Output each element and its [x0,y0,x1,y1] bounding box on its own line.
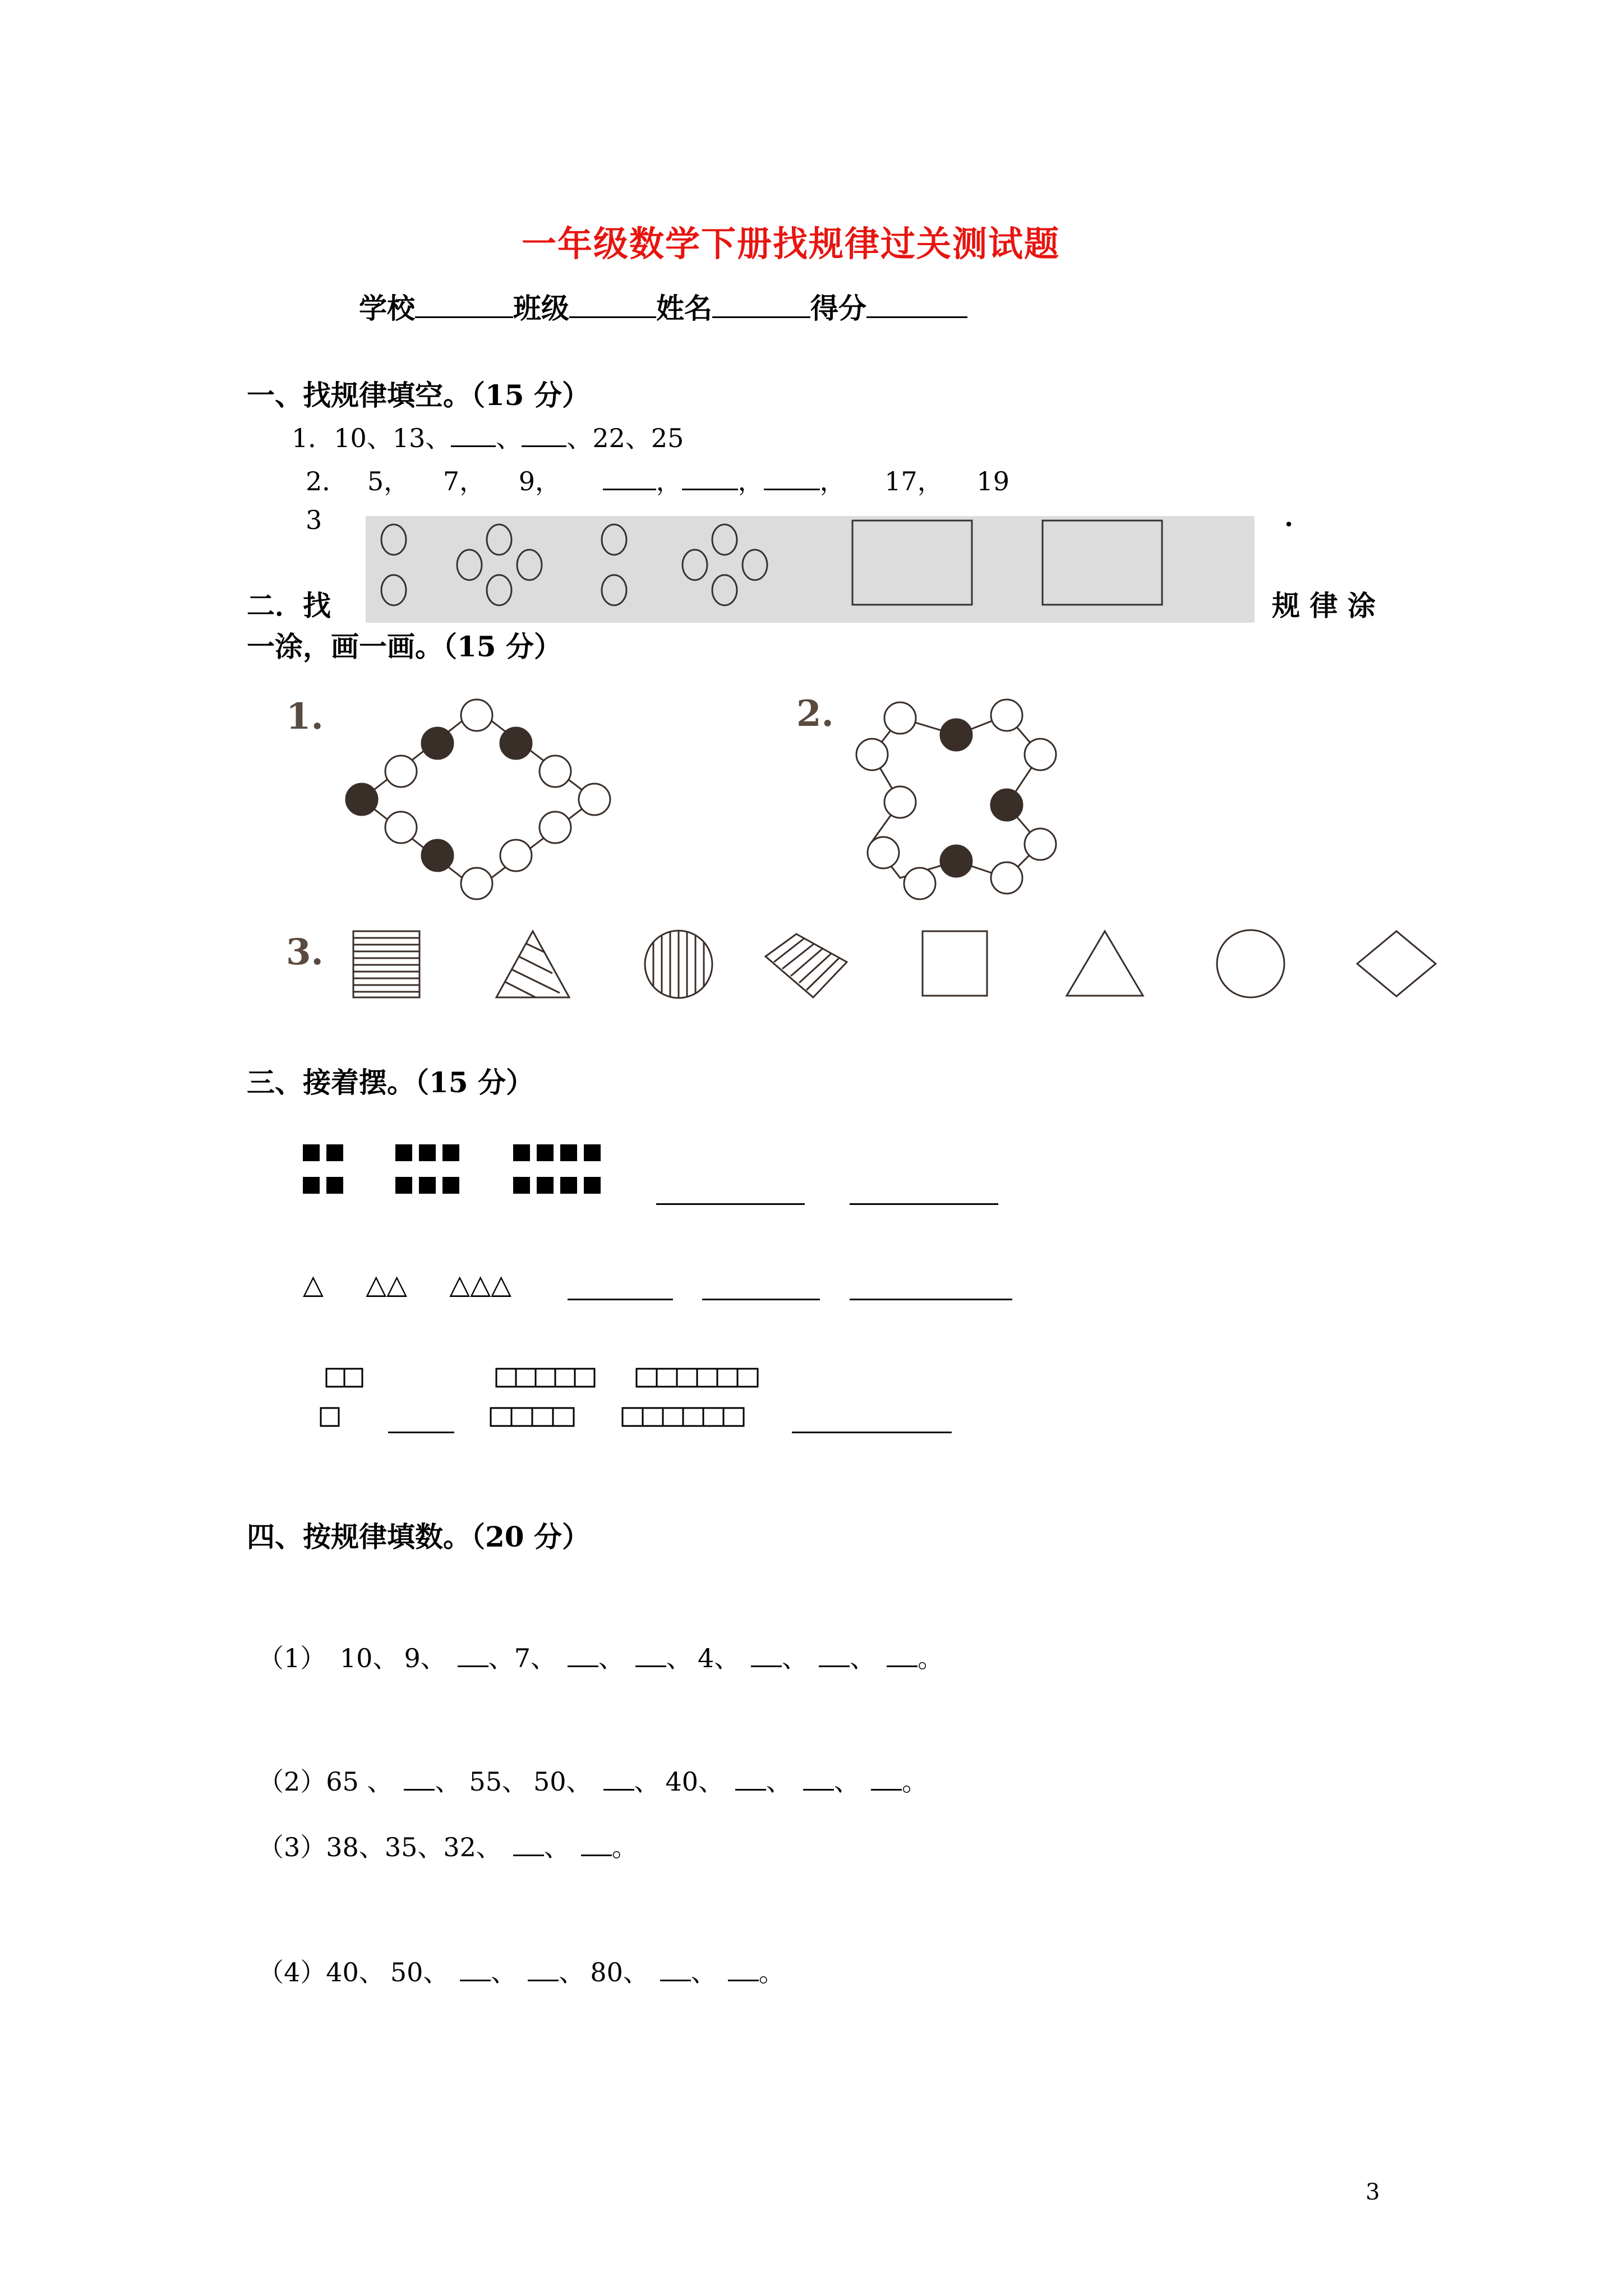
triangle-group-3: △△△ [449,1269,512,1300]
hollow-square [491,1408,511,1426]
q2-comma-2: ， [737,466,764,496]
empty-bead [884,786,916,818]
answer-box-2 [1043,521,1162,605]
black-square [560,1144,577,1161]
q4-part: 40、 [326,1957,385,1987]
q2-part: 55、 [469,1766,528,1797]
q4-blank[interactable] [460,1954,491,1981]
page-title: 一年级数学下册找规律过关测试题 [522,223,1061,264]
q2-number: 2． [306,466,348,496]
hollow-square [623,1408,643,1426]
q3-part: 。 [611,1832,638,1862]
triangle-group-1: △ [303,1269,324,1300]
fig3-label: 3. [286,931,324,973]
q2-comma-1: ， [656,466,682,496]
name-blank[interactable] [712,288,810,318]
empty-bead [385,812,417,843]
black-square [560,1177,577,1194]
q2-part: 、 [766,1766,792,1797]
q3-blank[interactable] [581,1829,612,1856]
q1-blank[interactable] [458,1640,488,1667]
black-square [513,1144,530,1161]
q2-comma-3: ， [819,466,846,496]
diamond-stripes [774,938,839,990]
striped-diamond [766,934,847,997]
q2-blank-2[interactable] [682,463,738,490]
q1-blank[interactable] [751,1640,782,1667]
triangles-answer-blank-3[interactable] [850,1299,1012,1300]
filled-bead [422,728,453,759]
q1-label: （1） [258,1643,326,1673]
plain-triangle [1067,931,1143,996]
s4-q3 [258,1827,638,1864]
q1-part: 。 [917,1643,944,1673]
q4-label: （4） [258,1957,326,1987]
q4-blank[interactable] [660,1954,691,1981]
q1-part: 10、 [339,1643,399,1673]
black-square [513,1177,530,1194]
q1-seq-end: 、22、25 [566,423,684,453]
hollow-squares-figure [320,1369,768,1436]
school-blank[interactable] [415,288,513,318]
section2-heading-line2: 一涂，画一画。（15 分） [247,630,562,663]
plain-square [923,931,987,996]
q1-blank[interactable] [887,1640,917,1667]
q2-part: 40、 [665,1766,725,1797]
triangles-answer-blank-1[interactable] [568,1299,673,1300]
triangles-row [303,1269,511,1300]
black-square [395,1144,412,1161]
q1-part: 、 [850,1643,876,1673]
hollow-square [677,1369,697,1387]
q2-part: 。 [902,1766,928,1797]
circle-shape [602,575,626,605]
black-square [303,1177,320,1194]
black-square [584,1144,601,1161]
hollow-square [344,1369,362,1387]
q1-blank-2[interactable] [522,420,566,447]
q3-dot: . [1284,502,1294,532]
hollow-square [516,1369,536,1387]
empty-bead [904,868,935,899]
q1-seq-start: 10、13、 [334,423,451,453]
page-number: 3 [1366,2179,1380,2205]
empty-bead [461,868,492,899]
q4-part: 。 [758,1957,785,1987]
s1-q2 [306,461,1009,498]
black-squares-figure [303,1144,639,1206]
hollow-square [532,1408,553,1426]
circle-shape [487,575,511,605]
hollow-answer-blank-2[interactable] [792,1432,952,1433]
q2-part: 、 [634,1766,660,1797]
q1-blank[interactable] [568,1640,598,1667]
q4-part: 50、 [390,1957,449,1987]
hollow-square [643,1408,663,1426]
q4-part: 、 [690,1957,717,1987]
q1-part: 、7、 [488,1643,557,1673]
q2-blank[interactable] [404,1763,435,1791]
section1-heading: 一、找规律填空。（15 分） [247,379,590,412]
answer-box-1 [852,521,972,605]
empty-bead [1025,739,1056,770]
q2-blank-1[interactable] [603,463,656,490]
empty-bead [461,700,492,731]
black-square [419,1144,436,1161]
empty-bead [385,756,417,787]
hollow-square [536,1369,555,1387]
q2-val-2: 7， [442,466,486,496]
fig1-label: 1. [286,696,324,738]
triangle-group-2: △△ [366,1269,408,1300]
q2-blank[interactable] [871,1763,902,1791]
q3-part: 38、35、32、 [326,1832,502,1862]
hollow-square [737,1369,758,1387]
q2-part: 、 [435,1766,461,1797]
q2-val-3: 9， [518,466,561,496]
circle-shape [457,550,482,580]
q1-blank[interactable] [635,1640,666,1667]
q3-blank[interactable] [513,1829,544,1856]
hollow-square [637,1369,657,1387]
q3-label: （3） [258,1832,326,1862]
q2-val-1: 5， [367,466,410,496]
empty-bead [884,702,916,734]
circle-stripes [653,931,704,997]
black-square [584,1177,601,1194]
q2-label: （2） [258,1766,326,1797]
q1-part: 、 [666,1643,693,1673]
empty-bead [540,756,571,787]
black-square [303,1144,320,1161]
black-square [442,1177,459,1194]
squares-answer-blank-1[interactable] [656,1203,805,1205]
hollow-square [697,1369,717,1387]
hollow-square [511,1408,532,1426]
s4-q1 [258,1638,943,1675]
circle-shape [381,575,406,605]
score-blank[interactable] [866,288,967,318]
black-square [442,1144,459,1161]
bead-diamond-figure [336,690,628,914]
circle-shape [517,550,542,580]
info-line [359,286,967,326]
black-square [395,1177,412,1194]
name-label: 姓名 [656,292,712,325]
section3-heading: 三、接着摆。（15 分） [247,1066,534,1099]
plain-diamond [1357,931,1436,996]
q2-blank[interactable] [803,1763,834,1791]
black-square [326,1177,343,1194]
school-label: 学校 [359,292,415,325]
class-label: 班级 [513,292,569,325]
triangles-answer-blank-2[interactable] [702,1299,820,1300]
circle-shape [683,550,707,580]
q1-part: 、 [782,1643,808,1673]
circle-shape [487,524,511,555]
q2-part: 、 [834,1766,860,1797]
q4-part: 、 [559,1957,585,1987]
plain-circle [1217,930,1284,997]
hollow-answer-blank-1[interactable] [388,1432,454,1433]
empty-bead [991,700,1022,731]
q1-part: 、 [598,1643,625,1673]
section4-heading: 四、按规律填数。（20 分） [247,1520,590,1553]
q2-blank[interactable] [735,1763,766,1791]
hollow-square [663,1408,683,1426]
hollow-square [496,1369,516,1387]
q2-end-2: 19 [976,466,1009,496]
fig2-label: 2. [796,693,834,735]
filled-bead [991,789,1022,821]
empty-bead [856,739,888,770]
s1-q1 [292,418,684,455]
circle-shape [602,524,626,555]
score-label: 得分 [810,292,866,325]
s4-q2 [258,1761,928,1798]
q1-part: 9、 [404,1643,446,1673]
hollow-square [657,1369,677,1387]
black-square [326,1144,343,1161]
hollow-square [553,1408,574,1426]
q4-blank[interactable] [528,1954,559,1981]
circle-shape [381,524,406,555]
black-square [419,1177,436,1194]
q1-sep: 、 [496,423,522,453]
filled-bead [346,784,377,815]
empty-bead [991,862,1022,894]
shapes-row-figure [348,926,1469,1010]
q2-end-1: 17， [884,466,943,496]
hollow-square [321,1408,339,1426]
q1-part: 4、 [698,1643,740,1673]
empty-bead [500,840,532,871]
q3-part: 、 [543,1832,570,1862]
q1-blank[interactable] [819,1640,850,1667]
q4-blank[interactable] [728,1954,759,1981]
class-blank[interactable] [569,288,656,318]
squares-answer-blank-2[interactable] [850,1203,998,1205]
circle-shape [712,524,737,555]
q1-number: 1． [292,423,334,453]
triangle-stripes [505,944,560,997]
q1-blank-1[interactable] [451,420,496,447]
q4-part: 80、 [590,1957,649,1987]
q2-part: 50、 [533,1766,592,1797]
q2-blank-3[interactable] [764,463,820,490]
filled-bead [940,719,972,751]
hollow-square [723,1408,744,1426]
black-square [537,1144,554,1161]
q4-part: 、 [491,1957,517,1987]
q3-number: 3 [306,505,322,535]
circle-shape [743,550,767,580]
empty-bead [868,837,899,868]
hollow-square [703,1408,723,1426]
hollow-square [575,1369,594,1387]
black-square [537,1177,554,1194]
hollow-square [717,1369,737,1387]
section2-heading-left: 二．找 [247,589,331,622]
filled-bead [940,845,972,877]
filled-bead [500,728,532,759]
pattern-figure [366,516,1255,623]
section2-heading-right: 规 律 涂 [1272,589,1376,622]
empty-bead [579,784,610,815]
hollow-square [326,1369,344,1387]
bead-cross-figure [847,690,1082,914]
circle-shape [712,575,737,605]
filled-bead [422,840,453,871]
empty-bead [540,812,571,843]
q2-blank[interactable] [603,1763,634,1791]
hollow-square [555,1369,575,1387]
square-stripes [353,938,419,992]
empty-bead [1025,829,1056,860]
hollow-square [683,1408,703,1426]
s4-q4 [258,1952,785,1989]
q2-part: 65 、 [326,1766,393,1797]
